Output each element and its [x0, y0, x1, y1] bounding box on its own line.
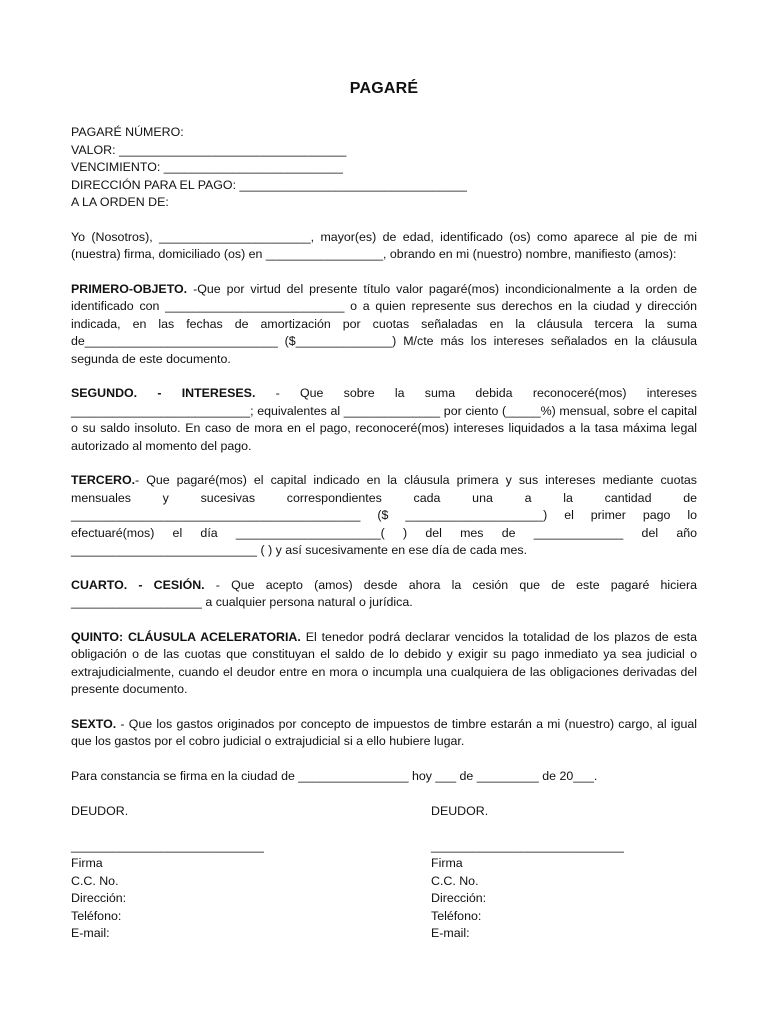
clause-primero	[71, 281, 697, 369]
document-title: PAGARÉ	[349, 80, 419, 97]
clause-text: El tenedor podrá declarar vencidos la totalidad de los plazos de esta obligación o de las cuotas que constituyan el saldo de lo debido y exigir su pago inmediato ya sea judicial o extrajudicialmente, cuando el deudor entre en mora o incumpla una cualquiera de las obligaciones derivadas del presente documento.	[71, 629, 697, 696]
header-vencimiento: VENCIMIENTO: __________________________	[71, 160, 343, 174]
clause-heading: CUARTO. - CESIÓN.	[71, 577, 205, 592]
deudor-label: DEUDOR.	[71, 804, 129, 818]
header-numero: PAGARÉ NÚMERO:	[71, 125, 184, 139]
signature-section	[71, 803, 697, 943]
clause-heading: TERCERO.	[71, 473, 136, 487]
header-direccion: DIRECCIÓN PARA EL PAGO: _________________________________	[71, 177, 467, 192]
signature-block-left	[71, 803, 356, 943]
header-orden: A LA ORDEN DE:	[71, 195, 169, 209]
telefono-label: Teléfono:	[431, 908, 482, 923]
signature-line: ____________________________	[431, 838, 624, 853]
clause-heading: PRIMERO-OBJETO.	[71, 281, 188, 296]
clause-text: - Que los gastos originados por concepto de impuestos de timbre estarán a mi (nuestro) cargo, al igual que los gastos por el cobro judicial o extrajudicial si a ello hubiere lugar.	[71, 716, 697, 748]
deudor-label: DEUDOR.	[431, 804, 489, 818]
signature-block-right	[431, 803, 697, 943]
intro-paragraph: Yo (Nosotros), ______________________, mayor(es) de edad, identificado (os) como aparece al pie de mi (nuestra) firma, domiciliado (os) en _________________, obrando en mi (nuestro) nombre, manifiesto (amos):	[71, 229, 697, 261]
clause-text: - Que sobre la suma debida reconoceré(mos) intereses __________________________; equivalentes al ______________ por ciento (_____%) mensual, sobre el capital o su saldo insoluto. En caso de mora en el pago, reconoceré(mos) intereses liquidados a la tasa máxima legal autorizado al momento del pago.	[71, 386, 697, 453]
clause-heading: SEXTO.	[71, 716, 117, 731]
email-label: E-mail:	[71, 926, 110, 940]
email-label: E-mail:	[431, 926, 470, 940]
constancia-line: Para constancia se firma en la ciudad de ________________ hoy ___ de _________ de 20___.	[71, 768, 598, 783]
clause-quinto	[71, 629, 697, 699]
header-valor: VALOR: _________________________________	[71, 142, 347, 157]
clause-tercero	[71, 472, 697, 560]
clause-sexto	[71, 716, 697, 751]
firma-label: Firma	[71, 856, 103, 870]
direccion-label: Dirección:	[431, 891, 487, 905]
cc-label: C.C. No.	[71, 873, 119, 888]
clause-text: - Que acepto (amos) desde ahora la cesión que de este pagaré hiciera ___________________ a cualquier persona natural o jurídica.	[71, 577, 697, 609]
firma-label: Firma	[431, 856, 463, 870]
direccion-label: Dirección:	[71, 891, 127, 905]
clause-cuarto	[71, 577, 697, 612]
telefono-label: Teléfono:	[71, 908, 122, 923]
header-block	[71, 124, 697, 212]
cc-label: C.C. No.	[431, 873, 479, 888]
clause-segundo	[71, 385, 697, 455]
clause-heading: SEGUNDO. - INTERESES.	[71, 386, 256, 400]
clause-text: -Que por virtud del presente título valor pagaré(mos) incondicionalmente a la orden de identificado con __________________________ o a quien represente sus derechos en la ciudad y dirección indicada, en las fechas de amortización por cuotas señaladas en la cláusula tercera la suma de____________________________ ($______________) M/cte más los intereses señalados en la cláusula segunda de este documento.	[71, 281, 697, 366]
clause-heading: QUINTO: CLÁUSULA ACELERATORIA.	[71, 629, 301, 644]
signature-line: ____________________________	[71, 838, 264, 853]
clause-text: - Que pagaré(mos) el capital indicado en la cláusula primera y sus intereses mediante cuotas mensuales y sucesivas correspondientes cada una a la cantidad de __________________________________________ ($ ____________________) el primer pago lo efectuaré(mos) el día _____________________( ) del mes de _____________ del año ___________________________ ( ) y así sucesivamente en ese día de cada mes.	[71, 473, 697, 557]
